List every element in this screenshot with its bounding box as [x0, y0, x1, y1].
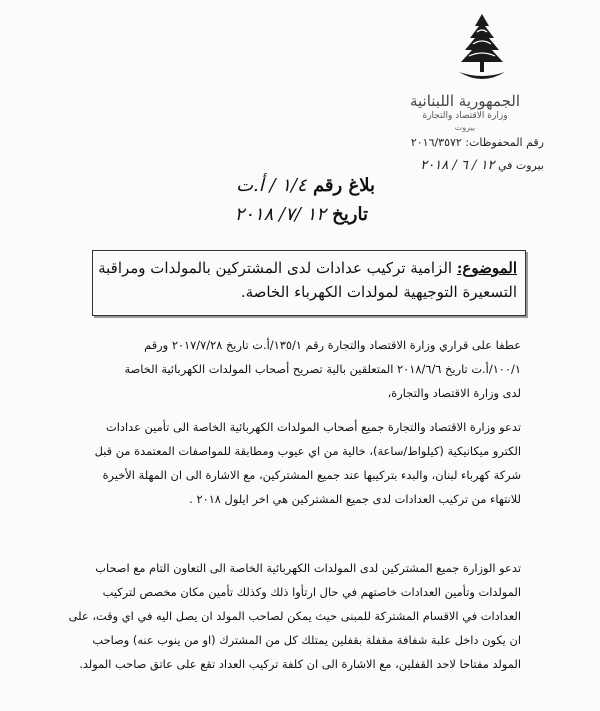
- issue-date-line: [420, 158, 544, 173]
- issue-date-label: بيروت في: [497, 159, 544, 172]
- paragraph-line: عطفا على قراري وزارة الاقتصاد والتجارة رقم ١٣٥/١/أ.ت تاريخ ٢٠١٧/٧/٢٨ ورقم: [144, 338, 521, 352]
- subject-box: [92, 250, 526, 316]
- paragraph-line: المولد مفتاحا لاحد القفلين، مع الاشارة الى ان كلفة تركيب العداد تقع على عاتق صاحب المولد.: [79, 657, 521, 671]
- issue-date-value: ١٢ / ٦ / ٢٠١٨: [420, 158, 495, 173]
- subject-text-1: الزامية تركيب عدادات لدى المشتركين بالمولدات ومراقبة: [98, 259, 453, 277]
- paragraph-line: ١٠٠/١/أ.ت تاريخ ٢٠١٨/٦/٦ المتعلقين بالية تصريح أصحاب المولدات الكهربائية الخاصة: [124, 362, 521, 376]
- paragraph-reference: [66, 333, 521, 405]
- paragraph-line: لدى وزارة الاقتصاد والتجارة،: [387, 386, 521, 400]
- subject-label: الموضوع:: [456, 259, 517, 277]
- archive-number-value: ٢٠١٦/٣٥٧٢: [410, 136, 462, 149]
- subject-line-2: التسعيرة التوجيهية لمولدات الكهرباء الخاصة.: [240, 283, 517, 301]
- paragraph-line: تدعو وزارة الاقتصاد والتجارة جميع أصحاب المولدات الكهربائية الخاصة الى تأمين عدادات: [105, 420, 521, 434]
- subject-line-1: [98, 257, 517, 279]
- notice-date-value: ١٢ /٧/ ٢٠١٨: [234, 204, 326, 225]
- paragraph-meters-obligation: [66, 415, 521, 511]
- notice-title: [236, 175, 375, 196]
- paragraph-line: شركة كهرباء لبنان، والبدء بتركيبها عند جميع المشتركين، مع الاشارة الى ان المهلة الأخيرة: [102, 468, 521, 482]
- notice-title-label: بلاغ رقم: [312, 175, 375, 196]
- paragraph-line: للانتهاء من تركيب العدادات لدى جميع المشتركين هي اخر ايلول ٢٠١٨ .: [189, 492, 521, 506]
- republic-name: الجمهورية اللبنانية: [409, 92, 521, 110]
- archive-number-label: رقم المحفوظات:: [465, 136, 544, 149]
- paragraph-line: تدعو الوزارة جميع المشتركين لدى المولدات الكهربائية الخاصة الى التعاون التام مع اصحاب: [95, 561, 521, 575]
- paragraph-subscriber-cooperation: [66, 556, 521, 676]
- cedar-emblem-icon: [447, 10, 517, 90]
- paragraph-line: ان يكون داخل علبة شفافة مقفلة بقفلين يمتلك كل من المشترك (او من ينوب عنه) وصاحب: [92, 633, 521, 647]
- notice-date: [235, 204, 368, 225]
- paragraph-line: الكترو ميكانيكية (كيلواط/ساعة)، خالية من اي عيوب ومطابقة للمواصفات المعتمدة من قبل: [94, 444, 521, 458]
- ministry-name: وزارة الاقتصاد والتجارة: [422, 111, 508, 121]
- letterhead-city: بيروت: [454, 123, 476, 132]
- paragraph-line: العدادات في الاقسام المشتركة للمبنى حيث يمكن لصاحب المولد ان يصل اليه في اي وقت، على: [68, 609, 521, 623]
- notice-date-label: تاريخ: [332, 204, 368, 225]
- archive-number-line: [411, 136, 544, 149]
- notice-number: ١/٤ / أ.ت: [236, 175, 307, 196]
- paragraph-line: المولدات وتأمين العدادات خاصتهم في حال ارتأوا ذلك وكذلك تأمين مكان مخصص لتركيب: [102, 585, 521, 599]
